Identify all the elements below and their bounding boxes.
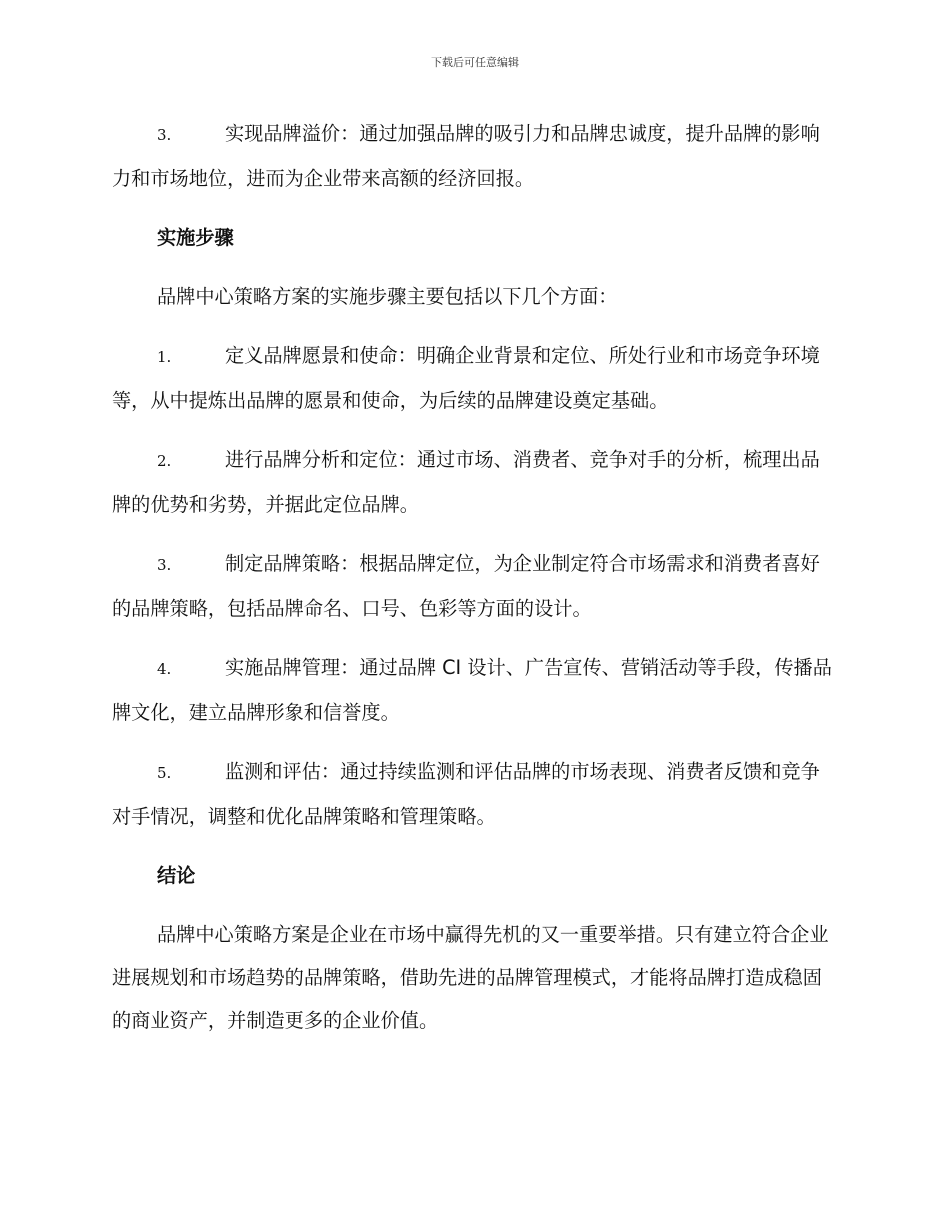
list-text: 进行品牌分析和定位：通过市场、消费者、竞争对手的分析，梳理出品牌的优势和劣势，并据此定位品牌。	[112, 448, 820, 516]
list-number: 1.	[157, 348, 172, 366]
document-body	[112, 112, 832, 1042]
list-text: 实施品牌管理：通过品牌 CI 设计、广告宣传、营销活动等手段，传播品牌文化，建立品牌形象和信誉度。	[112, 656, 832, 724]
list-item	[112, 750, 832, 838]
paragraph: 品牌中心策略方案是企业在市场中赢得先机的又一重要举措。只有建立符合企业进展规划和市场趋势的品牌策略，借助先进的品牌管理模式，才能将品牌打造成稳固的商业资产，并制造更多的企业价值。	[112, 923, 829, 1032]
list-text: 制定品牌策略：根据品牌定位，为企业制定符合市场需求和消费者喜好的品牌策略，包括品牌命名、口号、色彩等方面的设计。	[112, 552, 820, 620]
list-number: 5.	[157, 764, 172, 782]
list-number: 2.	[157, 452, 172, 470]
list-number: 3.	[157, 126, 172, 144]
list-item	[112, 646, 832, 734]
list-item	[112, 438, 832, 526]
paragraph: 品牌中心策略方案的实施步骤主要包括以下几个方面：	[157, 285, 618, 308]
list-text: 实现品牌溢价：通过加强品牌的吸引力和品牌忠诚度，提升品牌的影响力和市场地位，进而为企业带来高额的经济回报。	[112, 122, 820, 190]
section-heading: 结论	[157, 864, 196, 887]
list-item	[112, 334, 832, 422]
list-item	[112, 542, 832, 630]
list-number: 3.	[157, 556, 172, 574]
list-text: 监测和评估：通过持续监测和评估品牌的市场表现、消费者反馈和竞争对手情况，调整和优化品牌策略和管理策略。	[112, 760, 820, 828]
list-item	[112, 112, 832, 200]
page-header: 下载后可任意编辑	[431, 56, 519, 69]
list-number: 4.	[157, 660, 172, 678]
list-text: 定义品牌愿景和使命：明确企业背景和定位、所处行业和市场竞争环境等，从中提炼出品牌的愿景和使命，为后续的品牌建设奠定基础。	[112, 344, 820, 412]
section-heading: 实施步骤	[157, 226, 234, 249]
